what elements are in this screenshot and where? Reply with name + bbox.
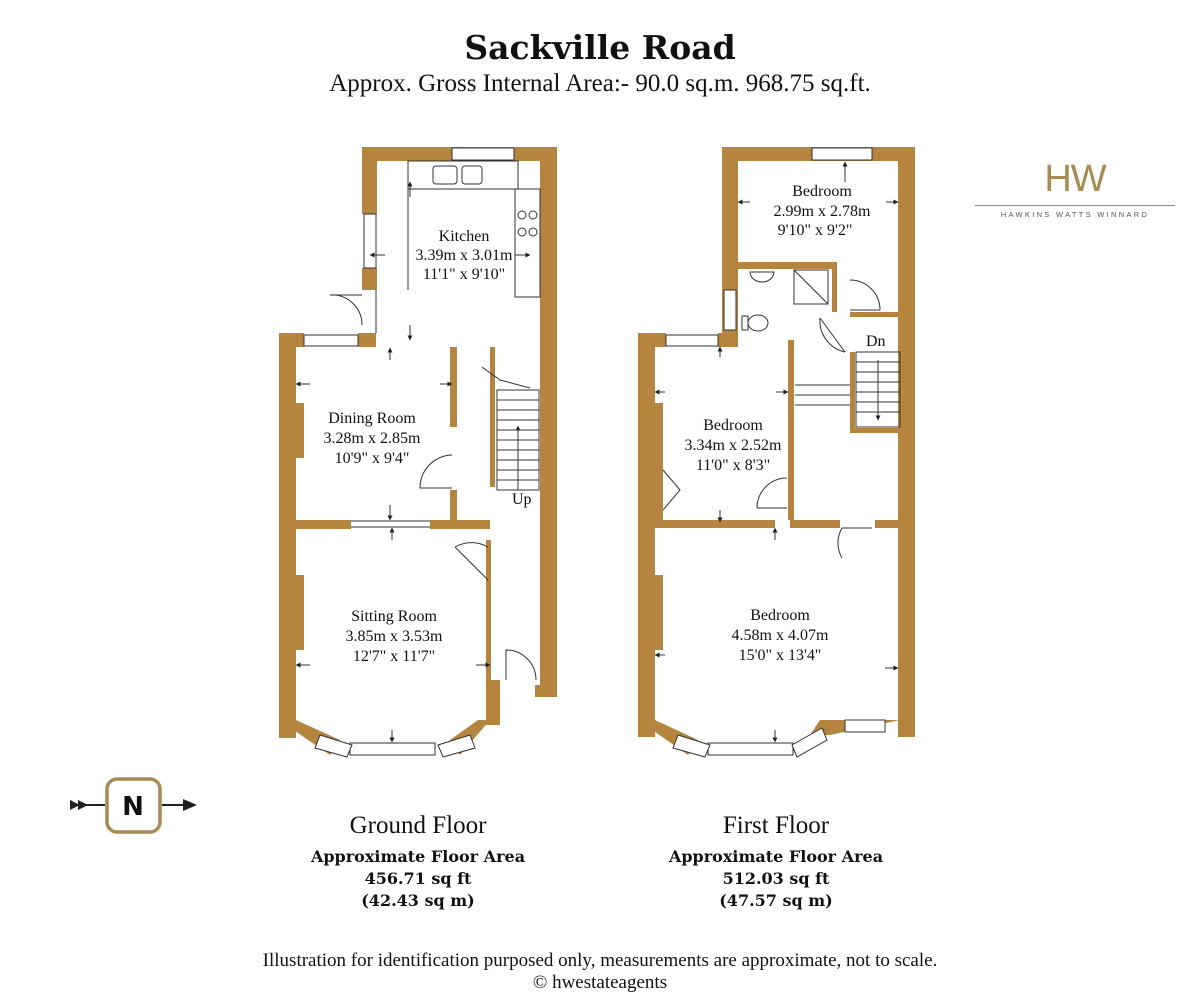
- logo-mark: HW: [1044, 158, 1106, 200]
- first-internal-doors: [663, 280, 880, 558]
- svg-text:3.39m x 3.01m: 3.39m x 3.01m: [415, 247, 513, 264]
- svg-text:Sitting Room: Sitting Room: [351, 608, 437, 625]
- ground-floor-area-label: Approximate Floor Area: [310, 847, 526, 866]
- first-floor-summary: [626, 812, 926, 912]
- stairs-down-label: Dn: [866, 333, 886, 350]
- svg-text:Dining Room: Dining Room: [328, 410, 416, 427]
- ground-bay-window: [315, 735, 475, 757]
- svg-text:11'0" x 8'3": 11'0" x 8'3": [695, 457, 771, 474]
- ground-floor-area-sqft: 456.71 sq ft: [364, 869, 472, 888]
- ground-floor-plan: [279, 147, 557, 757]
- svg-text:Kitchen: Kitchen: [438, 228, 490, 245]
- svg-text:3.85m x 3.53m: 3.85m x 3.53m: [345, 628, 443, 645]
- first-floor-name: First Floor: [722, 812, 830, 839]
- kitchen-label: [416, 228, 513, 283]
- bathroom-fixtures: [742, 270, 828, 331]
- svg-text:Bedroom: Bedroom: [750, 607, 810, 624]
- svg-text:Bedroom: Bedroom: [703, 417, 763, 434]
- first-floor-area-label: Approximate Floor Area: [668, 847, 884, 866]
- ground-internal-doors: [351, 455, 536, 680]
- top-bedroom-label: [774, 183, 871, 239]
- ground-floor-area-sqm: (42.43 sq m): [361, 891, 475, 910]
- first-stairs: [795, 352, 900, 427]
- sitting-room-label: [346, 608, 443, 665]
- logo-text: HAWKINS WATTS WINNARD: [1000, 210, 1150, 219]
- dining-room-label: [324, 410, 421, 467]
- svg-text:2.99m x 2.78m: 2.99m x 2.78m: [773, 203, 871, 220]
- first-floor-area-sqft: 512.03 sq ft: [722, 869, 830, 888]
- disclaimer-text: Illustration for identification purposed only, measurements are approximate, not to scale.: [262, 950, 938, 971]
- svg-text:3.34m x 2.52m: 3.34m x 2.52m: [684, 437, 782, 454]
- svg-text:10'9" x 9'4": 10'9" x 9'4": [334, 450, 410, 467]
- dining-window: [304, 335, 358, 346]
- copyright-text: © hwestateagents: [532, 972, 668, 993]
- stairs-up-label: Up: [512, 491, 532, 508]
- svg-text:3.28m x 2.85m: 3.28m x 2.85m: [323, 430, 421, 447]
- ground-floor-name: Ground Floor: [349, 812, 487, 839]
- kitchen-door: [330, 295, 362, 325]
- plan-title: Sackville Road: [464, 28, 736, 67]
- front-bedroom-label: [732, 607, 829, 664]
- svg-text:12'7" x 11'7": 12'7" x 11'7": [352, 648, 436, 665]
- gross-area-subtitle: Approx. Gross Internal Area:- 90.0 sq.m. 968.75 sq.ft.: [329, 70, 871, 97]
- compass-icon: [70, 779, 197, 832]
- svg-text:11'1" x 9'10": 11'1" x 9'10": [422, 266, 506, 283]
- svg-text:15'0" x 13'4": 15'0" x 13'4": [738, 647, 822, 664]
- ground-floor-summary: [268, 812, 568, 912]
- first-floor-plan: [638, 147, 915, 757]
- svg-text:4.58m x 4.07m: 4.58m x 4.07m: [731, 627, 829, 644]
- first-floor-area-sqm: (47.57 sq m): [719, 891, 833, 910]
- svg-text:Bedroom: Bedroom: [792, 183, 852, 200]
- compass-north-label: N: [122, 792, 144, 822]
- middle-bedroom-label: [685, 417, 782, 474]
- svg-text:9'10" x 9'2": 9'10" x 9'2": [777, 222, 853, 239]
